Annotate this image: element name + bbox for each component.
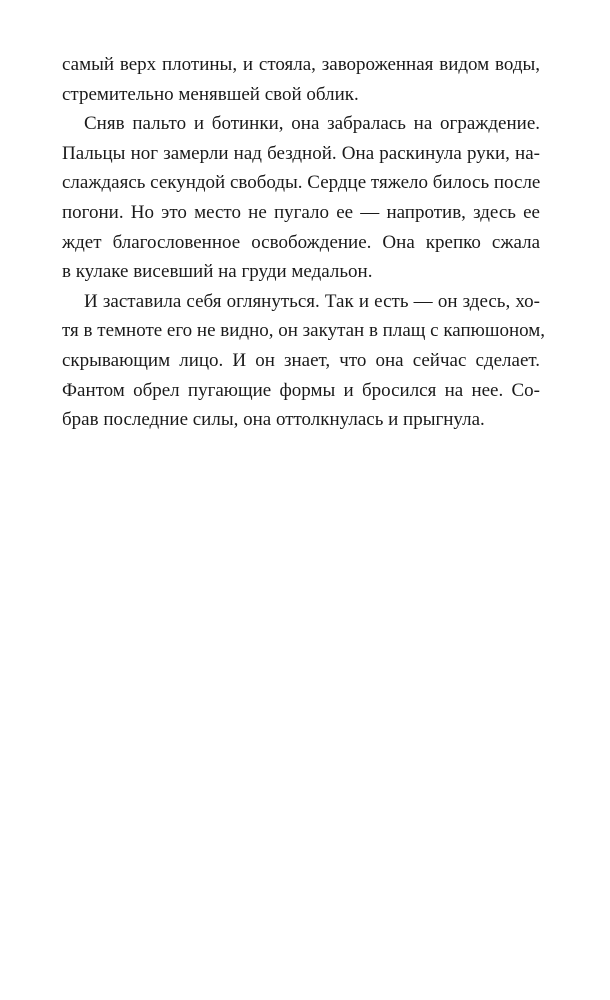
text-line: Пальцы ног замерли над бездной. Она раскинула руки, на- bbox=[62, 142, 540, 164]
text-line: слаждаясь секундой свободы. Сердце тяжело билось после bbox=[62, 172, 541, 194]
text-line: Фантом обрел пугающие формы и бросился на нее. Со- bbox=[62, 379, 540, 401]
book-page-text bbox=[62, 50, 546, 435]
text-line: брав последние силы, она оттолкнулась и прыгнула. bbox=[62, 409, 485, 431]
text-line: И заставила себя оглянуться. Так и есть — он здесь, хо- bbox=[84, 290, 540, 312]
text-line: самый верх плотины, и стояла, завороженная видом воды, bbox=[62, 54, 540, 75]
text-line: в кулаке висевший на груди медальон. bbox=[62, 261, 373, 283]
text-line: Сняв пальто и ботинки, она забралась на ограждение. bbox=[84, 113, 540, 135]
text-line: скрывающим лицо. И он знает, что она сейчас сделает. bbox=[62, 349, 540, 371]
text-line: погони. Но это место не пугало ее — напротив, здесь ее bbox=[62, 201, 540, 223]
text-line: стремительно менявшей свой облик. bbox=[62, 83, 359, 105]
text-line: ждет благословенное освобождение. Она крепко сжала bbox=[62, 231, 540, 253]
text-line: тя в темноте его не видно, он закутан в плащ с капюшоном, bbox=[62, 320, 546, 342]
